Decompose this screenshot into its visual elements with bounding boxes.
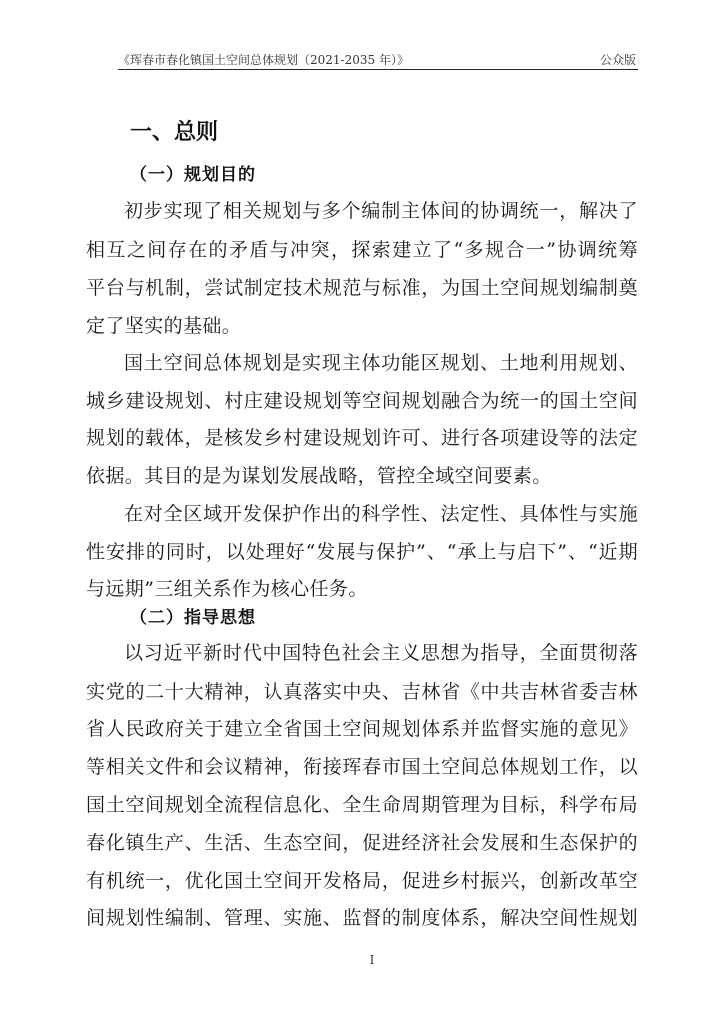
- paragraph-line: 省人民政府关于建立全省国土空间规划体系并监督实施的意见》: [86, 718, 638, 740]
- paragraph-line: 性安排的同时，以处理好“发展与保护”、“承上与启下”、“近期: [86, 541, 638, 563]
- paragraph-line: 以习近平新时代中国特色社会主义思想为指导，全面贯彻落: [124, 642, 638, 664]
- edition-label: 公众版: [599, 53, 636, 67]
- paragraph-line: 实党的二十大精神，认真落实中央、吉林省《中共吉林省委吉林: [86, 681, 638, 703]
- page-header: [118, 47, 638, 70]
- paragraph-line: 与远期”三组关系作为核心任务。: [86, 578, 368, 600]
- paragraph-line: 在对全区域开发保护作出的科学性、法定性、具体性与实施: [124, 503, 638, 525]
- paragraph-line: 有机统一，优化国土空间开发格局，促进乡村振兴，创新改革空: [86, 870, 638, 892]
- paragraph-line: 相互之间存在的矛盾与冲突，探索建立了“多规合一”协调统筹: [86, 239, 638, 261]
- paragraph-line: 春化镇生产、生活、生态空间，促进经济社会发展和生态保护的: [86, 832, 638, 854]
- document-title: 《珲春市春化镇国土空间总体规划（2021-2035 年）》: [118, 53, 409, 67]
- paragraph-line: 国土空间总体规划是实现主体功能区规划、土地利用规划、: [124, 352, 638, 374]
- paragraph-line: 初步实现了相关规划与多个编制主体间的协调统一，解决了: [124, 200, 638, 222]
- paragraph-line: 等相关文件和会议精神，衔接珲春市国土空间总体规划工作，以: [86, 756, 638, 778]
- paragraph-line: 依据。其目的是为谋划发展战略，管控全域空间要素。: [86, 465, 552, 487]
- paragraph-line: 城乡建设规划、村庄建设规划等空间规划融合为统一的国土空间: [86, 390, 638, 412]
- subsection-title-purpose: （一）规划目的: [130, 165, 256, 185]
- page-number: I: [369, 953, 375, 967]
- paragraph-line: 规划的载体，是核发乡村建设规划许可、进行各项建设等的法定: [86, 427, 638, 449]
- section-title: 一、总则: [130, 120, 219, 145]
- paragraph-line: 间规划性编制、管理、实施、监督的制度体系，解决空间性规划: [86, 907, 638, 929]
- subsection-title-guiding-ideology: （二）指导思想: [130, 608, 256, 628]
- paragraph-line: 平台与机制，尝试制定技术规范与标准，为国土空间规划编制奠: [86, 277, 638, 299]
- paragraph-line: 国土空间规划全流程信息化、全生命周期管理为目标，科学布局: [86, 794, 638, 816]
- paragraph-line: 定了坚实的基础。: [86, 315, 242, 337]
